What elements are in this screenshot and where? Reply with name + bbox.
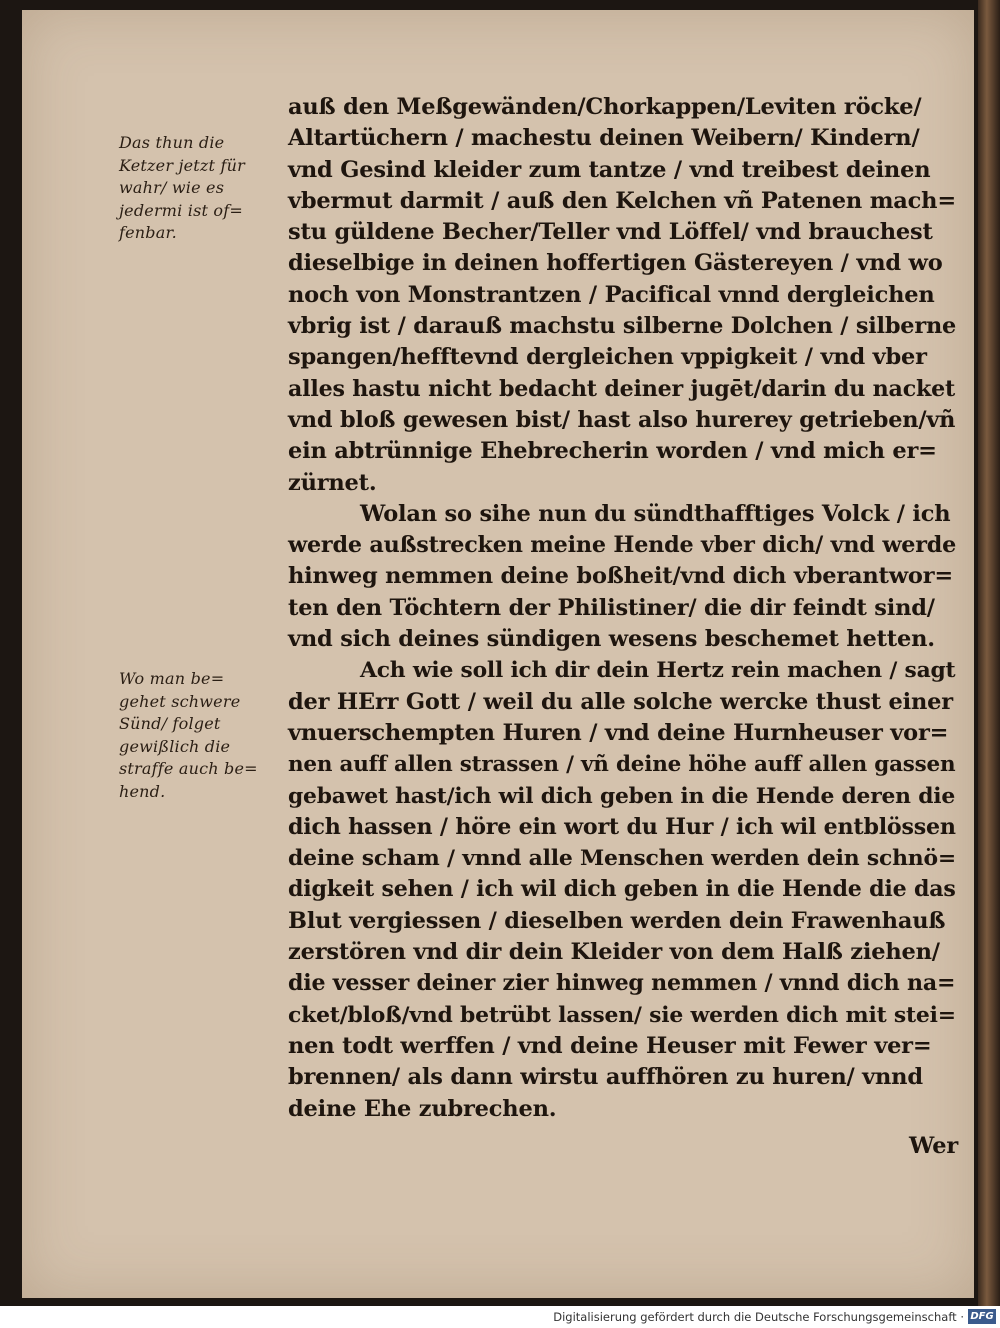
text-line: nen auff allen strassen / vñ deine höhe auff allen gassen [288,752,956,778]
margin-note-line: gehet schwere [119,691,241,711]
text-line: vnd sich deines sündigen wesens beschemet hetten. [288,626,935,653]
text-line: brennen/ als dann wirstu auffhören zu huren/ vnnd [288,1064,923,1091]
text-line: cket/bloß/vnd betrübt lassen/ sie werden dich mit stei= [288,1001,956,1028]
digitization-footer [0,1306,1000,1328]
margin-note-line: Das thun die [119,133,225,152]
margin-note-line: straffe auch be= [119,759,258,779]
text-line: hinweg nemmen deine boßheit/vnd dich vberantwor= [288,563,954,590]
margin-note-line: Wo man be= [119,669,225,688]
text-line: dieselbige in deinen hoffertigen Gästereyen / vnd wo [288,250,943,277]
text-line: vbrig ist / darauß machstu silberne Dolchen / silberne [288,313,957,340]
footer-credit: Digitalisierung gefördert durch die Deutsche Forschungsgemeinschaft · [553,1310,964,1324]
text-line: nen todt werffen / vnd deine Heuser mit Fewer ver= [288,1032,932,1059]
book-page [22,10,974,1298]
text-line: werde außstrecken meine Hende vber dich/ vnd werde [288,532,957,559]
margin-note-line: jedermi ist of= [119,200,243,220]
text-line: dich hassen / höre ein wort du Hur / ich wil entblössen [288,813,956,840]
text-line: Altartüchern / machestu deinen Weibern/ Kindern/ [288,125,920,152]
text-line: vnd bloß gewesen bist/ hast also hurerey getrieben/vñ [288,406,956,433]
text-line: alles hastu nicht bedacht deiner jugēt/darin du nacket [288,375,956,402]
text-line: ein abtrünnige Ehebrecherin worden / vnd mich er= [288,438,937,465]
catchword: Wer [908,1132,958,1159]
margin-note-line: fenbar. [119,223,177,243]
paragraph-start-line: Ach wie soll ich dir dein Hertz rein machen / sagt [360,658,956,684]
text-line: vnuerschempten Huren / vnd deine Hurnheuser vor= [288,719,949,746]
margin-note-line: Sünd/ folget [119,714,221,734]
text-line: deine Ehe zubrechen. [288,1095,557,1122]
paragraph-start-line: Wolan so sihe nun du sündthafftiges Volck / ich [360,500,951,527]
text-line: gebawet hast/ich wil dich geben in die Hende deren die [288,783,956,809]
page-edge [978,0,1000,1306]
margin-note-line: gewißlich die [119,736,231,756]
margin-note [119,668,289,804]
text-line: spangen/hefftevnd dergleichen vppigkeit / vnd vber [288,344,927,371]
text-line: die vesser deiner zier hinweg nemmen / vnnd dich na= [288,970,956,997]
margin-note [119,132,289,245]
margin-note-line: Ketzer jetzt für [119,155,245,175]
text-line: digkeit sehen / ich wil dich geben in die Hende die das [288,876,956,903]
text-line: vbermut darmit / auß den Kelchen vñ Patenen mach= [288,187,956,214]
text-line: vnd Gesind kleider zum tantze / vnd treibest deinen [288,156,931,183]
text-line: zürnet. [288,469,377,496]
text-line: stu güldene Becher/Teller vnd Löffel/ vnd brauchest [288,219,933,246]
text-line: ten den Töchtern der Philistiner/ die dir feindt sind/ [288,594,935,621]
text-line: der HErr Gott / weil du alle solche wercke thust einer [288,688,953,715]
main-text-block [288,92,958,1162]
text-line: noch von Monstrantzen / Pacifical vnnd dergleichen [288,281,935,308]
text-line: Blut vergiessen / dieselben werden dein Frawenhauß [288,907,946,934]
text-line: zerstören vnd dir dein Kleider von dem Halß ziehen/ [288,939,940,966]
dfg-logo-icon: DFG [968,1309,996,1324]
text-line: auß den Meßgewänden/Chorkappen/Leviten röcke/ [288,94,922,120]
margin-note-line: hend. [119,781,166,801]
margin-note-line: wahr/ wie es [119,178,225,198]
text-line: deine scham / vnnd alle Menschen werden dein schnö= [288,845,957,872]
